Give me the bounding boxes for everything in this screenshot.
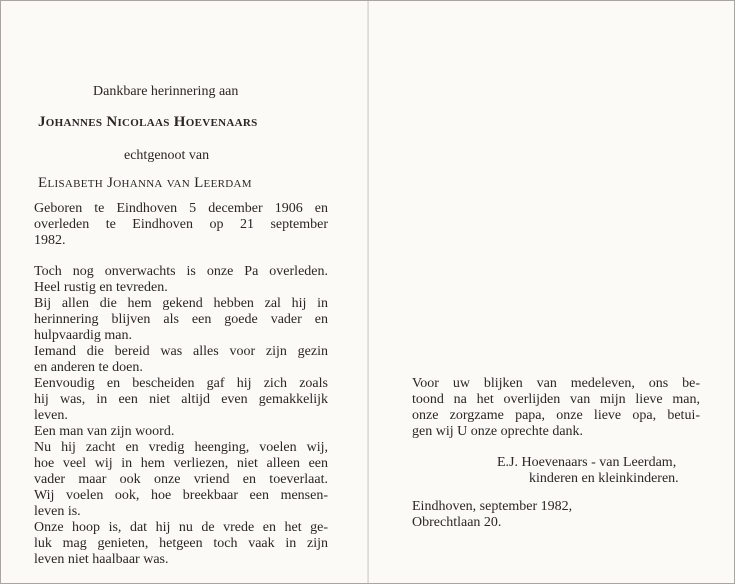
spouse-name <box>38 175 252 192</box>
bio-line: Geboren te Eindhoven 5 december 1906 en <box>34 201 328 216</box>
poem-line: leven niet haalbaar was. <box>34 552 169 567</box>
poem-line: hulpvaardig man. <box>34 328 132 343</box>
poem-line: Wij voelen ook, hoe breekbaar een mensen- <box>34 488 328 503</box>
deceased-name <box>38 114 258 131</box>
signature-line: kinderen en kleinkinderen. <box>529 471 679 486</box>
poem-line: hoe veel wij in hem verliezen, niet alleen een <box>34 456 328 471</box>
place-date: Eindhoven, september 1982, <box>412 499 573 514</box>
spouse-name-text: Elisabeth Johanna van Leerdam <box>38 175 252 191</box>
poem-line: Nu hij zacht en vredig heenging, voelen wij, <box>34 440 328 455</box>
deceased-name-text: Johannes Nicolaas Hoevenaars <box>38 114 258 130</box>
poem-line: hij was, in een niet altijd even gemakkelijk <box>34 392 328 407</box>
right-page <box>369 3 731 581</box>
thanks-line: Voor uw blijken van medeleven, ons be- <box>412 376 700 391</box>
thanks-line: toond na het overlijden van mijn lieve man, <box>412 392 700 407</box>
thanks-line: onze zorgzame papa, onze lieve opa, betui- <box>412 408 700 423</box>
poem-line: luk mag genieten, hetgeen toch vaak in zijn <box>34 536 328 551</box>
poem-line: Iemand die bereid was alles voor zijn gezin <box>34 344 328 359</box>
poem-line: Onze hoop is, dat hij nu de vrede en het ge- <box>34 520 328 535</box>
poem-line: Bij allen die hem gekend hebben zal hij in <box>34 296 328 311</box>
poem-line: en anderen te doen. <box>34 360 143 375</box>
signature-line: E.J. Hoevenaars - van Leerdam, <box>497 455 677 470</box>
poem-line: Toch nog onverwachts is onze Pa overleden. <box>34 264 328 279</box>
address: Obrechtlaan 20. <box>412 515 502 530</box>
poem-line: leven. <box>34 408 68 423</box>
thanks-line: gen wij U onze oprechte dank. <box>412 424 584 439</box>
poem-line: Een man van zijn woord. <box>34 424 175 439</box>
poem-line: vader maar ook onze vriend en toeverlaat. <box>34 472 328 487</box>
poem-line: herinnering blijven als een goede vader en <box>34 312 328 327</box>
poem-line: leven is. <box>34 504 81 519</box>
poem-line: Heel rustig en tevreden. <box>34 280 168 295</box>
intro-text: Dankbare herinnering aan <box>93 84 239 99</box>
bio-line: 1982. <box>34 233 66 248</box>
poem-line: Eenvoudig en bescheiden gaf hij zich zoals <box>34 376 328 391</box>
bio-line: overleden te Eindhoven op 21 september <box>34 217 328 232</box>
relation-text: echtgenoot van <box>124 148 210 163</box>
